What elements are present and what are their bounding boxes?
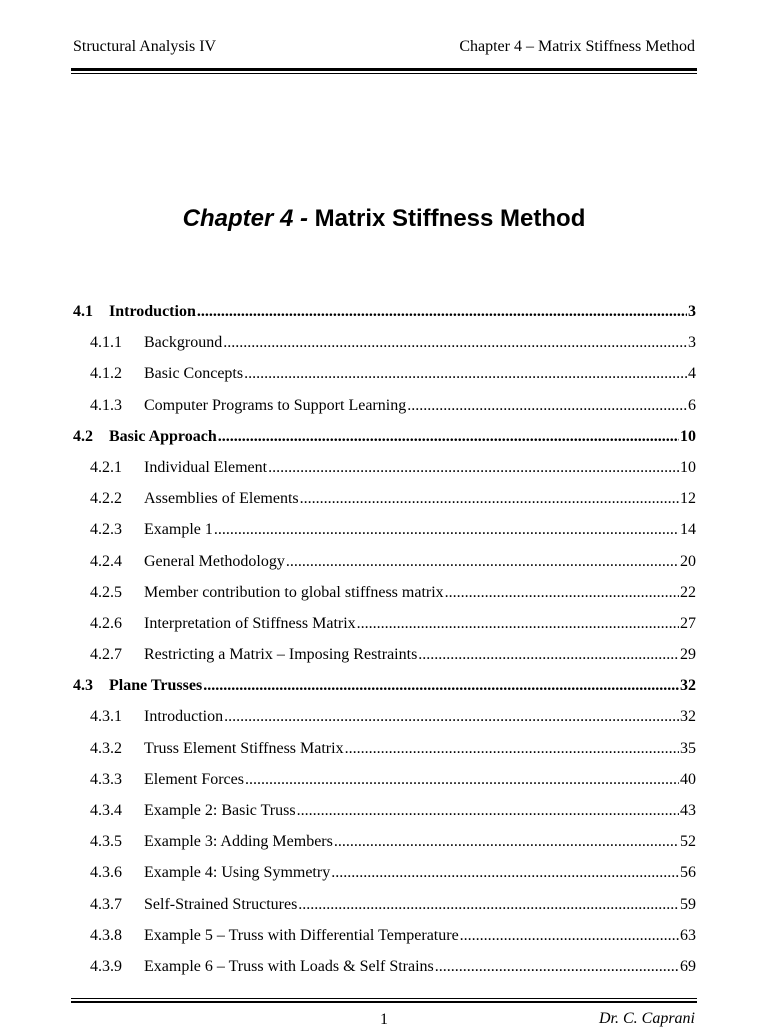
toc-entry-title: Example 2: Basic Truss: [144, 802, 296, 819]
toc-dot-leader: [435, 957, 679, 977]
toc-entry-title: Basic Approach: [109, 427, 217, 445]
toc-dot-leader: [357, 614, 679, 634]
toc-entry-page: 3: [688, 334, 696, 352]
toc-entry-number: 4.2.1: [90, 458, 122, 476]
toc-entry-title: Example 1: [144, 521, 213, 539]
header-chapter-title: Chapter 4 – Matrix Stiffness Method: [459, 38, 695, 55]
toc-dot-leader: [331, 863, 679, 883]
toc-entry-title: Introduction: [144, 708, 224, 726]
toc-subsection-entry[interactable]: [73, 801, 696, 832]
toc-dot-leader: [418, 645, 679, 665]
toc-subsection-entry[interactable]: [73, 583, 696, 614]
toc-entry-title: Truss Element Stiffness Matrix: [144, 739, 344, 757]
toc-entry-number: 4.2: [73, 427, 93, 445]
toc-section-entry[interactable]: [73, 427, 696, 458]
toc-dot-leader: [223, 333, 687, 353]
toc-entry-page: 3: [688, 303, 696, 320]
toc-dot-leader: [297, 801, 679, 821]
toc-entry-page: 69: [680, 957, 696, 975]
toc-entry-page: 12: [680, 490, 696, 508]
chapter-title: [0, 204, 768, 234]
toc-dot-leader: [300, 489, 679, 509]
toc-entry-number: 4.2.6: [90, 614, 122, 632]
running-header: [73, 37, 695, 57]
toc-dot-leader: [286, 552, 679, 572]
toc-entry-number: 4.3.6: [90, 864, 122, 882]
toc-entry-page: 4: [688, 365, 696, 383]
toc-entry-title: General Methodology: [144, 552, 285, 570]
toc-dot-leader: [268, 458, 679, 478]
toc-entry-page: 29: [680, 646, 696, 664]
toc-entry-number: 4.3.2: [90, 739, 122, 757]
toc-entry-title: Element Forces: [144, 770, 244, 788]
toc-subsection-entry[interactable]: [73, 707, 696, 738]
toc-subsection-entry[interactable]: [73, 863, 696, 894]
toc-entry-title: Example 6 – Truss with Loads & Self Strains: [144, 957, 434, 975]
footer-rule: [71, 998, 697, 1003]
toc-subsection-entry[interactable]: [73, 645, 696, 676]
toc-entry-page: 32: [680, 708, 696, 726]
toc-entry-title: Example 3: Adding Members: [144, 833, 333, 851]
toc-section-entry[interactable]: [73, 302, 696, 333]
toc-entry-number: 4.1.2: [90, 365, 122, 383]
toc-dot-leader: [445, 583, 679, 603]
toc-entry-title: Interpretation of Stiffness Matrix: [144, 614, 356, 632]
page-number: 1: [380, 1011, 388, 1028]
toc-subsection-entry[interactable]: [73, 770, 696, 801]
toc-dot-leader: [214, 520, 679, 540]
toc-entry-page: 40: [680, 770, 696, 788]
toc-entry-title: Assemblies of Elements: [144, 490, 299, 508]
toc-dot-leader: [407, 396, 687, 416]
toc-subsection-entry[interactable]: [73, 458, 696, 489]
toc-entry-number: 4.2.4: [90, 552, 122, 570]
toc-subsection-entry[interactable]: [73, 396, 696, 427]
toc-dot-leader: [345, 739, 679, 759]
toc-entry-page: 14: [680, 521, 696, 539]
header-rule: [71, 68, 697, 74]
toc-entry-number: 4.3.9: [90, 957, 122, 975]
toc-dot-leader: [244, 364, 687, 384]
toc-subsection-entry[interactable]: [73, 614, 696, 645]
toc-subsection-entry[interactable]: [73, 895, 696, 926]
toc-dot-leader: [460, 926, 679, 946]
toc-entry-number: 4.3.1: [90, 708, 122, 726]
toc-entry-title: Example 4: Using Symmetry: [144, 864, 331, 882]
toc-subsection-entry[interactable]: [73, 926, 696, 957]
toc-entry-page: 35: [680, 739, 696, 757]
toc-subsection-entry[interactable]: [73, 364, 696, 395]
toc-entry-number: 4.3.3: [90, 770, 122, 788]
toc-entry-page: 6: [688, 396, 696, 414]
author-name: Dr. C. Caprani: [598, 1010, 695, 1027]
toc-dot-leader: [245, 770, 679, 790]
toc-subsection-entry[interactable]: [73, 739, 696, 770]
toc-entry-title: Introduction: [109, 303, 196, 320]
toc-entry-number: 4.2.3: [90, 521, 122, 539]
toc-entry-number: 4.2.2: [90, 490, 122, 508]
toc-dot-leader: [197, 302, 687, 322]
toc-entry-number: 4.2.7: [90, 646, 122, 664]
header-course-title: Structural Analysis IV: [73, 38, 217, 55]
toc-entry-number: 4.3.7: [90, 895, 122, 913]
toc-entry-number: 4.1.1: [90, 334, 122, 352]
toc-entry-title: Background: [144, 334, 223, 352]
toc-entry-title: Example 5 – Truss with Differential Temperature: [144, 926, 459, 944]
toc-entry-page: 10: [680, 458, 696, 476]
table-of-contents: [73, 302, 696, 988]
toc-entry-title: Computer Programs to Support Learning: [144, 396, 407, 414]
toc-subsection-entry[interactable]: [73, 489, 696, 520]
toc-entry-title: Member contribution to global stiffness matrix: [144, 583, 444, 601]
toc-entry-page: 56: [680, 864, 696, 882]
toc-entry-page: 63: [680, 926, 696, 944]
toc-entry-page: 32: [680, 677, 696, 695]
toc-dot-leader: [203, 676, 679, 696]
toc-entry-number: 4.3: [73, 677, 93, 695]
toc-entry-number: 4.1.3: [90, 396, 122, 414]
toc-entry-title: Basic Concepts: [144, 365, 244, 383]
toc-subsection-entry[interactable]: [73, 333, 696, 364]
toc-entry-page: 27: [680, 614, 696, 632]
toc-entry-number: 4.3.5: [90, 833, 122, 851]
toc-entry-number: 4.2.5: [90, 583, 122, 601]
toc-subsection-entry[interactable]: [73, 832, 696, 863]
toc-subsection-entry[interactable]: [73, 957, 696, 988]
toc-entry-page: 52: [680, 833, 696, 851]
toc-entry-page: 59: [680, 895, 696, 913]
chapter-name: Matrix Stiffness Method: [314, 205, 586, 232]
toc-entry-page: 20: [680, 552, 696, 570]
toc-entry-title: Plane Trusses: [109, 677, 203, 695]
toc-dot-leader: [218, 427, 679, 447]
toc-entry-page: 43: [680, 802, 696, 819]
toc-entry-number: 4.3.4: [90, 802, 122, 819]
toc-entry-title: Individual Element: [144, 458, 268, 476]
toc-section-entry[interactable]: [73, 676, 696, 707]
toc-entry-title: Self-Strained Structures: [144, 895, 298, 913]
toc-subsection-entry[interactable]: [73, 552, 696, 583]
toc-entry-number: 4.1: [73, 303, 93, 320]
toc-dot-leader: [224, 707, 679, 727]
toc-entry-page: 22: [680, 583, 696, 601]
chapter-prefix: Chapter 4 -: [182, 205, 308, 232]
toc-subsection-entry[interactable]: [73, 520, 696, 551]
toc-dot-leader: [334, 832, 679, 852]
toc-entry-number: 4.3.8: [90, 926, 122, 944]
toc-entry-title: Restricting a Matrix – Imposing Restraints: [144, 646, 418, 664]
toc-entry-page: 10: [680, 427, 696, 445]
toc-dot-leader: [298, 895, 679, 915]
